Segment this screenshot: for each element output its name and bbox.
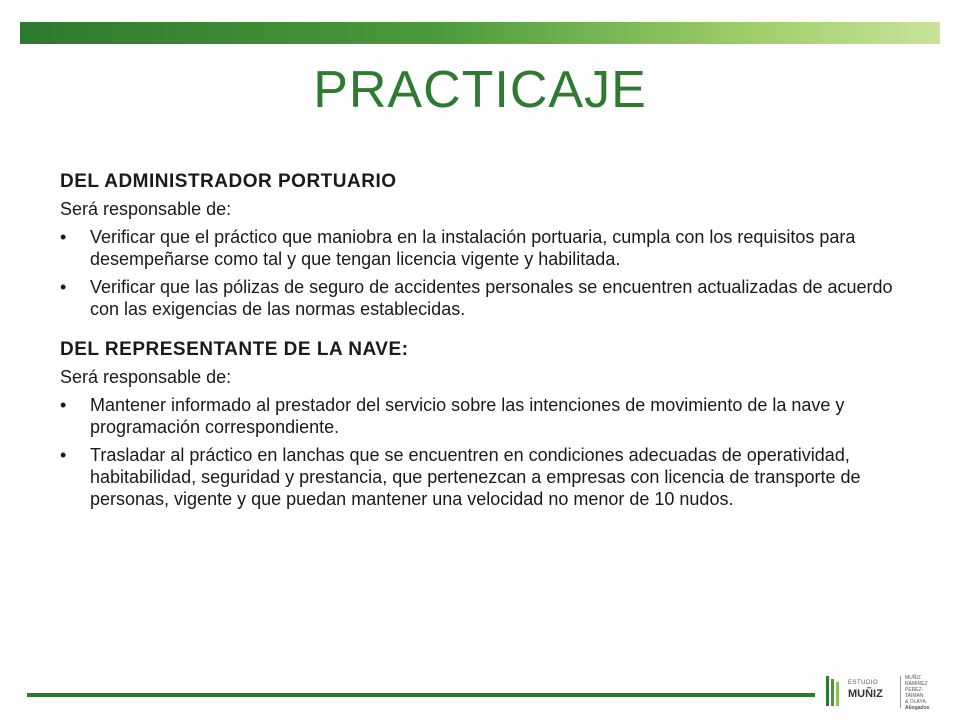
bullet-text: Verificar que las pólizas de seguro de accidentes personales se encuentren actualizadas de acuerdo con las exigencias de las normas establecidas. (90, 277, 893, 319)
slide-content (60, 170, 910, 516)
bullet-icon: • (60, 277, 67, 297)
bullet-list (60, 226, 910, 320)
bullet-text: Trasladar al práctico en lanchas que se encuentren en condiciones adecuadas de operatividad, habitabilidad, seguridad y prestancia, que pertenezcan a empresas con licencia de transporte de personas, vigente y que puedan mantener una velocidad no menor de 10 nudos. (90, 445, 861, 509)
bottom-divider-line (27, 693, 815, 697)
bullet-item (60, 444, 910, 510)
logo-name: & OLAYA (905, 699, 926, 705)
firm-logo (826, 672, 938, 712)
bullet-icon: • (60, 227, 67, 247)
logo-name: MUÑIZ (905, 675, 921, 681)
slide-title: PRACTICAJE (313, 61, 647, 119)
logo-mark-icon (826, 676, 840, 706)
bullet-item (60, 276, 910, 320)
logo-name: PEREZ-TAIMAN (905, 687, 924, 699)
logo-line2: MUÑIZ (848, 688, 883, 700)
logo-name: RAMIREZ (905, 681, 928, 687)
section-lead: Será responsable de: (60, 199, 232, 219)
logo-names (905, 675, 939, 711)
section-administrador (60, 170, 910, 320)
bullet-text: Mantener informado al prestador del servicio sobre las intenciones de movimiento de la nave y programación correspondiente. (90, 395, 845, 437)
top-gradient-bar (20, 22, 940, 44)
bullet-item (60, 226, 910, 270)
bullet-item (60, 394, 910, 438)
bullet-list (60, 394, 910, 510)
bullet-icon: • (60, 445, 67, 465)
bullet-icon: • (60, 395, 67, 415)
section-lead: Será responsable de: (60, 367, 232, 387)
logo-name: Abogados (905, 705, 930, 711)
section-heading: DEL ADMINISTRADOR PORTUARIO (60, 171, 397, 192)
logo-line1: ESTUDIO (848, 680, 879, 686)
bullet-text: Verificar que el práctico que maniobra en la instalación portuaria, cumpla con los requisitos para desempeñarse como tal y que tengan licencia vigente y habilitada. (90, 227, 856, 269)
section-representante (60, 338, 910, 510)
logo-divider (900, 676, 901, 708)
section-heading: DEL REPRESENTANTE DE LA NAVE: (60, 339, 409, 360)
